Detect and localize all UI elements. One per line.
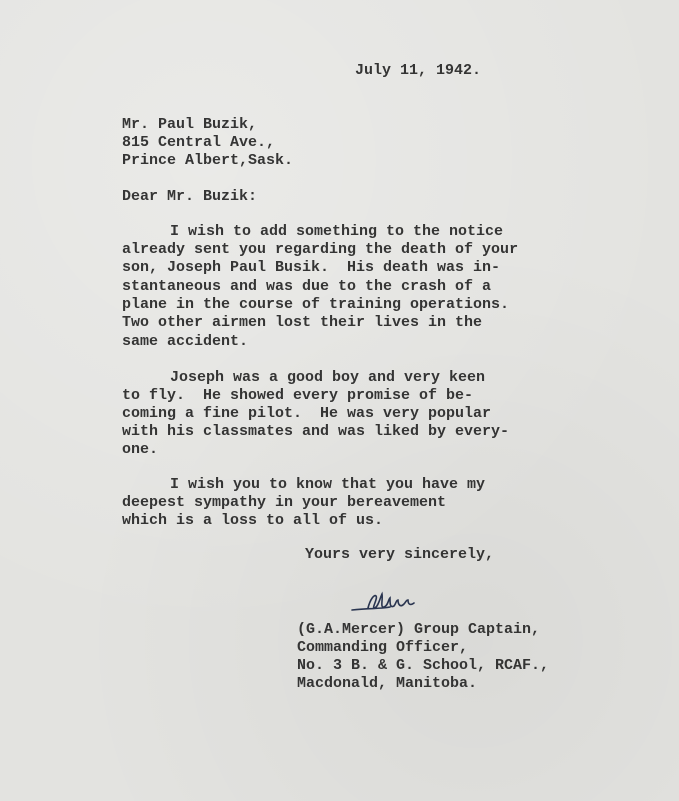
text-line: coming a fine pilot. He was very popular <box>122 405 492 422</box>
text-line: to fly. He showed every promise of be- <box>122 387 474 404</box>
text-line: Joseph was a good boy and very keen <box>116 369 486 386</box>
salutation: Dear Mr. Buzik: <box>122 188 258 205</box>
closing: Yours very sincerely, <box>305 546 495 563</box>
handwritten-signature <box>350 588 420 618</box>
address-line: Prince Albert,Sask. <box>122 152 294 169</box>
signature-line: Macdonald, Manitoba. <box>297 675 478 692</box>
address-line: Mr. Paul Buzik, <box>122 116 258 133</box>
text-line: with his classmates and was liked by every- <box>122 423 510 440</box>
text-line: deepest sympathy in your bereavement <box>122 494 447 511</box>
signature-line: Commanding Officer, <box>297 639 469 656</box>
text-line: I wish you to know that you have my <box>116 476 486 493</box>
address-line: 815 Central Ave., <box>122 134 276 151</box>
text-line: already sent you regarding the death of your <box>122 241 519 258</box>
text-line: one. <box>122 441 159 458</box>
text-line: son, Joseph Paul Busik. His death was in- <box>122 259 501 276</box>
signature-line: (G.A.Mercer) Group Captain, <box>297 621 541 638</box>
text-line: which is a loss to all of us. <box>122 512 384 529</box>
text-line: same accident. <box>122 333 249 350</box>
text-line: plane in the course of training operations. <box>122 296 510 313</box>
text-line: I wish to add something to the notice <box>116 223 504 240</box>
text-line: Two other airmen lost their lives in the <box>122 314 483 331</box>
signature-line: No. 3 B. & G. School, RCAF., <box>297 657 550 674</box>
text-line: stantaneous and was due to the crash of a <box>122 278 492 295</box>
letter-date: July 11, 1942. <box>355 62 482 79</box>
